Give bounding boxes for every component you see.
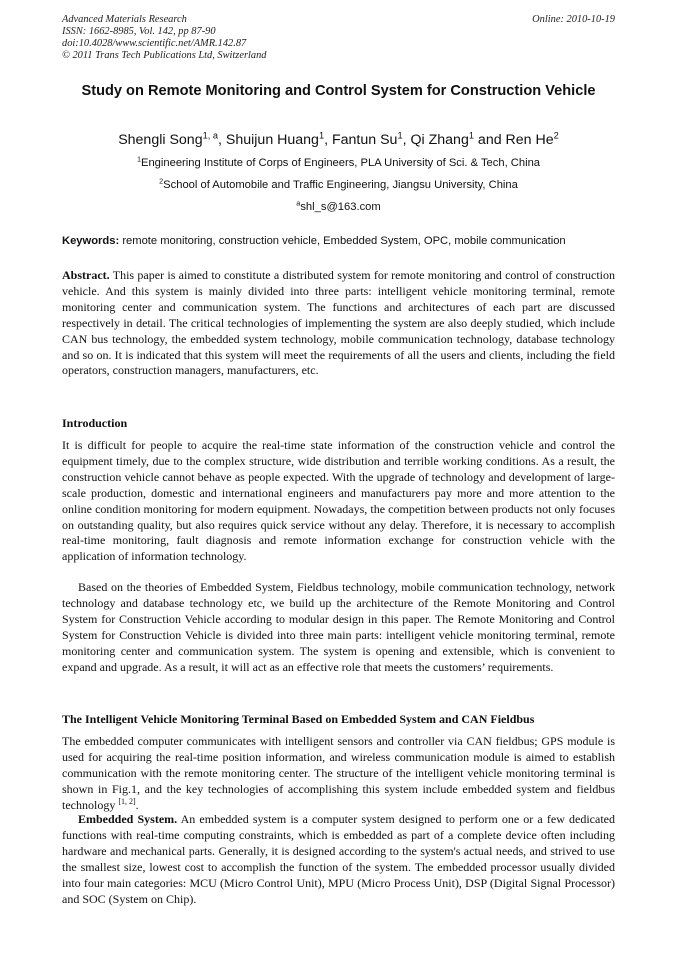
affiliation-mark: 1	[136, 154, 141, 164]
embedded-system-text: An embedded system is a computer system designed to perform one or a few dedicated functions with real-time computing constraints, which is embedded as part of a complete device often including hardware and mechanical parts. Generally, it is designed according to the system's actual needs, and strived to use the smallest size, lowest cost to accomplish the function of the system. The embedded processor usually divided into four main categories: MCU (Micro Control Unit), MPU (Micro Process Unit), DSP (Digital Signal Processor) and SOC (System on Chip).	[62, 812, 615, 906]
abstract-text: This paper is aimed to constitute a distributed system for remote monitoring and control of construction vehicle. And this system is mainly divided into three parts: intelligent vehicle monitoring terminal, remote monitoring center and communication system. The functions and architectures of each part are discussed respectively in detail. The critical technologies of implementing the system are also deeply studied, which include CAN bus technology, the embedded system technology, mobile communication technology, database technology and so on. It is indicated that this system will meet the requirements of all the users and clients, including the field operators, construction managers, manufacturers, etc.	[62, 268, 615, 378]
citation: [1, 2]	[118, 796, 136, 806]
email-text: shl_s@163.com	[300, 201, 381, 213]
section-paragraph-text: The embedded computer communicates with intelligent sensors and controller via CAN fieldbus; GPS module is used for acquiring the real-time position information, and wireless communication module is aimed to establish communication with the remote monitoring center. The structure of the intelligent vehicle monitoring terminal is shown in Fig.1, and the key technologies of accomplishing this system include embedded system and fieldbus technology	[62, 734, 615, 812]
embedded-system-label: Embedded System.	[78, 812, 178, 826]
journal-header	[62, 14, 615, 62]
affiliation-text: Engineering Institute of Corps of Engineers, PLA University of Sci. & Tech, China	[141, 157, 541, 169]
journal-name: Advanced Materials Research	[62, 14, 187, 25]
issn-line: ISSN: 1662-8985, Vol. 142, pp 87-90	[62, 26, 216, 37]
author-separator: ,	[217, 132, 226, 148]
paper-title: Study on Remote Monitoring and Control System for Construction Vehicle	[81, 83, 596, 99]
author-name: Shengli Song	[118, 132, 203, 148]
email-mark: a	[296, 198, 301, 208]
embedded-system-paragraph	[62, 812, 615, 907]
author-name: Fantun Su	[331, 132, 398, 148]
author-affil-mark: 1	[468, 130, 474, 141]
introduction-paragraph-2: Based on the theories of Embedded System, Fieldbus technology, mobile communication technology, network technology and database technology etc, we build up the architecture of the Remote Monitoring and Control System for Construction Vehicle according to modular design in this paper. The Remote Monitoring and Control System for Construction Vehicle is divided into three main parts: intelligent vehicle monitoring terminal, remote monitoring center and communication system. The system is opening and extensible, which is convenient to expand and upgrade. As a result, it will act as an effective role that meets the customers’ requirements.	[62, 580, 615, 674]
keywords	[62, 234, 615, 248]
introduction-paragraph-1: It is difficult for people to acquire the real-time state information of the construction vehicle and control the equipment timely, due to the complex structure, wide distribution and terrible working conditions. As a result, the construction vehicle cannot behave as people expected. With the upgrade of technology and development of large-scale production, domestic and international engineers and manufacturers pay more and more attention to the online condition monitoring for modern equipment. Nowadays, the competition between products not only focuses on outstanding quality, but also requires quick service without any delay. Therefore, it is necessary to accomplish real-time monitoring, fault diagnosis and remote information exchange for construction vehicle with the application of information technology.	[62, 438, 615, 564]
author-name: Qi Zhang	[410, 132, 469, 148]
author-separator: and	[473, 132, 506, 148]
abstract	[62, 268, 615, 379]
author-email	[62, 200, 615, 214]
keywords-label: Keywords:	[62, 235, 120, 247]
copyright-line: © 2011 Trans Tech Publications Ltd, Switzerland	[62, 50, 267, 61]
author-separator: ,	[402, 132, 411, 148]
introduction-heading: Introduction	[62, 416, 128, 430]
doi-line: doi:10.4028/www.scientific.net/AMR.142.87	[62, 38, 247, 49]
author-affil-mark: 1	[318, 130, 325, 141]
author-separator: ,	[324, 132, 332, 148]
keywords-text: remote monitoring, construction vehicle, Embedded System, OPC, mobile communication	[122, 235, 566, 247]
affiliation-mark: 2	[159, 176, 164, 186]
section-paragraph-1	[62, 734, 615, 814]
author-affil-mark: 2	[553, 130, 559, 141]
affiliation-2	[62, 178, 615, 192]
author-list	[62, 131, 615, 149]
section-heading: The Intelligent Vehicle Monitoring Terminal Based on Embedded System and CAN Fieldbus	[62, 712, 535, 726]
author-affil-mark: 1	[397, 130, 403, 141]
abstract-label: Abstract.	[62, 268, 110, 282]
online-date: Online: 2010-10-19	[532, 14, 615, 25]
affiliation-text: School of Automobile and Traffic Engineering, Jiangsu University, China	[163, 179, 518, 191]
sentence-end: .	[135, 797, 139, 812]
author-affil-mark: 1, a	[202, 130, 218, 141]
author-name: Shuijun Huang	[225, 132, 319, 148]
author-name: Ren He	[505, 132, 554, 148]
affiliation-1	[62, 156, 615, 170]
